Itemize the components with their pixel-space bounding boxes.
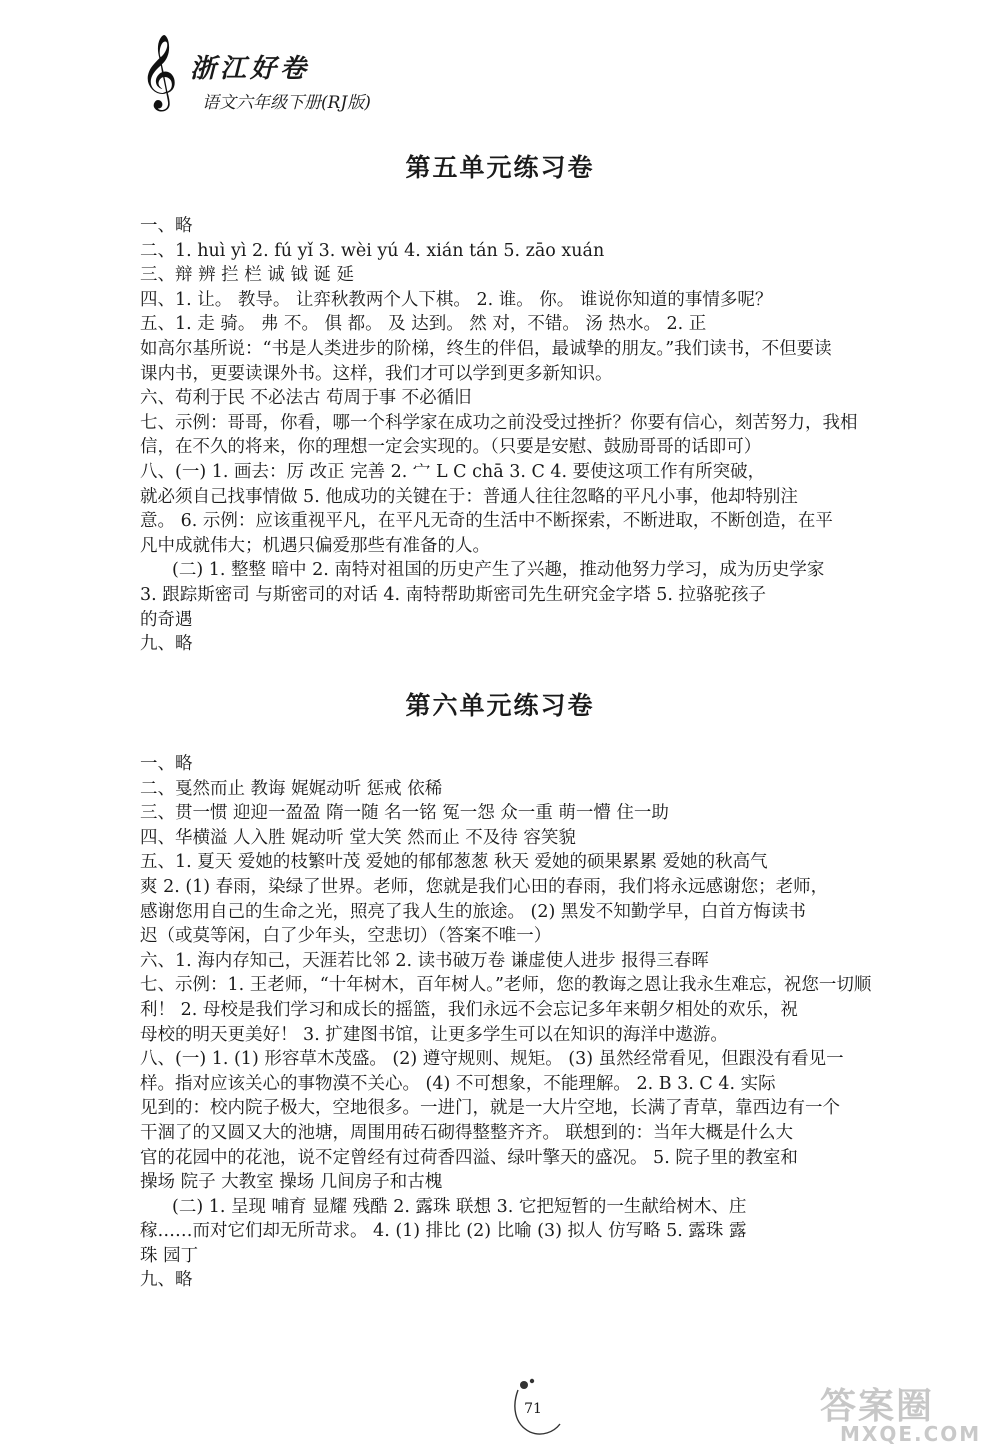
answer-line: 九、略: [140, 1270, 193, 1291]
unit5-answers: [140, 214, 940, 657]
answer-line: 感谢您用自己的生命之光，照亮了我人生的旅途。 (2) 黑发不知勤学早，白首方悔读书: [140, 901, 806, 922]
answer-line: 稼……而对它们却无所苛求。 4. (1) 排比 (2) 比喻 (3) 拟人 仿写略 5. 露珠 露: [140, 1221, 747, 1242]
answer-line: 八、(一) 1. 画去：厉 改正 完善 2. 宀 L C chā 3. C 4. 要使这项工作有所突破，: [140, 461, 766, 482]
answer-line: 六、苟利于民 不必法古 苟周于事 不必循旧: [140, 388, 472, 409]
answer-line: 样。指对应该关心的事物漠不关心。 (4) 不可想象，不能理解。 2. B 3. C 4. 实际: [140, 1073, 776, 1094]
book-subtitle: 语文六年级下册(RJ版): [202, 93, 371, 113]
answer-line: 六、1. 海内存知己，天涯若比邻 2. 读书破万卷 谦虚使人进步 报得三春晖: [140, 950, 709, 971]
answer-line: 利！ 2. 母校是我们学习和成长的摇篮，我们永远不会忘记多年来朝夕相处的欢乐，祝: [140, 999, 798, 1020]
answer-line: (二) 1. 呈现 哺育 显耀 残酷 2. 露珠 联想 3. 它把短暂的一生献给树木、庄: [172, 1196, 747, 1217]
answer-line: 母校的明天更美好！ 3. 扩建图书馆，让更多学生可以在知识的海洋中遨游。: [140, 1024, 728, 1045]
brand-title: 浙江好卷: [190, 54, 311, 84]
answer-line: 意。 6. 示例：应该重视平凡，在平凡无奇的生活中不断探索，不断进取，不断创造，在平: [140, 511, 833, 532]
answer-line: 二、1. huì yì 2. fú yǐ 3. wèi yú 4. xián tán 5. zāo xuán: [140, 240, 605, 261]
answer-line: 九、略: [140, 634, 193, 655]
answer-line: 凡中成就伟大；机遇只偏爱那些有准备的人。: [140, 535, 490, 556]
treble-clef-icon: 𝄞: [140, 35, 178, 109]
answer-line: 五、1. 走 骑。 弗 不。 俱 都。 及 达到。 然 对，不错。 汤 热水。 2. 正: [140, 314, 707, 335]
answer-line: 一、略: [140, 216, 193, 236]
answer-line: 一、略: [140, 754, 193, 774]
answer-line: 爽 2. (1) 春雨，染绿了世界。老师，您就是我们心田的春雨，我们将永远感谢您；老师，: [140, 876, 829, 897]
unit6-title: 第六单元练习卷: [405, 691, 595, 720]
answer-line: 如高尔基所说：“书是人类进步的阶梯，终生的伴侣，最诚挚的朋友。”我们读书，不但要读: [140, 338, 832, 359]
answer-line: 信，在不久的将来，你的理想一定会实现的。（只要是安慰、鼓励哥哥的话即可）: [140, 437, 762, 458]
answer-line: 操场 院子 大教室 操场 几间房子和古槐: [140, 1172, 443, 1193]
watermark: [820, 1378, 990, 1448]
answer-line: 的奇遇: [140, 609, 193, 630]
unit6-answers: [140, 752, 940, 1293]
answer-line: 3. 跟踪斯密司 与斯密司的对话 4. 南特帮助斯密司先生研究金字塔 5. 拉骆驼孩子: [140, 584, 766, 605]
answer-line: 五、1. 夏天 爱她的枝繁叶茂 爱她的郁郁葱葱 秋天 爱她的硕果累累 爱她的秋高气: [140, 852, 768, 873]
answer-line: 就必须自己找事情做 5. 他成功的关键在于：普通人往往忽略的平凡小事，他却特别注: [140, 486, 798, 507]
answer-line: 课内书，更要读课外书。这样，我们才可以学到更多新知识。: [140, 363, 613, 384]
answer-line: 官的花园中的花池，说不定曾经有过荷香四溢、绿叶擎天的盛况。 5. 院子里的教室和: [140, 1147, 798, 1168]
watermark-url: MXQE.COM: [840, 1422, 982, 1446]
header: [140, 35, 540, 120]
answer-line: 见到的：校内院子极大，空地很多。一进门，就是一大片空地，长满了青草，靠西边有一个: [140, 1098, 840, 1119]
answer-line: 七、示例：哥哥，你看，哪一个科学家在成功之前没受过挫折？你要有信心，刻苦努力，我相: [140, 412, 858, 433]
answer-line: 干涸了的又圆又大的池塘，周围用砖石砌得整整齐齐。 联想到的：当年大概是什么大: [140, 1122, 794, 1143]
answer-line: 八、(一) 1. (1) 形容草木茂盛。 (2) 遵守规则、规矩。 (3) 虽然经常看见，但跟没有看见一: [140, 1049, 844, 1070]
answer-line: 珠 园丁: [140, 1245, 199, 1266]
unit5-title: 第五单元练习卷: [405, 153, 595, 182]
page-number: 71: [524, 1401, 542, 1417]
answer-line: (二) 1. 整整 暗中 2. 南特对祖国的历史产生了兴趣，推动他努力学习，成为历史学家: [172, 560, 825, 581]
answer-line: 四、华横溢 人入胜 娓动听 堂大笑 然而止 不及待 容笑貌: [140, 827, 576, 848]
answer-line: 七、示例：1. 王老师，“十年树木，百年树人。”老师，您的教诲之恩让我永生难忘，祝您一切顺: [140, 975, 872, 996]
watermark-logo: 答案圈: [820, 1385, 935, 1427]
answer-line: 三、辩 辨 拦 栏 诚 钺 诞 延: [140, 265, 354, 286]
answer-line: 三、贯一惯 迎迎一盈盈 隋一随 名一铭 冤一怨 众一重 萌一懵 住一助: [140, 803, 669, 824]
answer-line: 四、1. 让。 教导。 让弈秋教两个人下棋。 2. 谁。 你。 谁说你知道的事情多呢？: [140, 289, 773, 310]
answer-line: 二、戛然而止 教诲 娓娓动听 惩戒 依稀: [140, 778, 443, 799]
answer-line: 迟（或莫等闲，白了少年头，空悲切）（答案不唯一）: [140, 926, 552, 947]
